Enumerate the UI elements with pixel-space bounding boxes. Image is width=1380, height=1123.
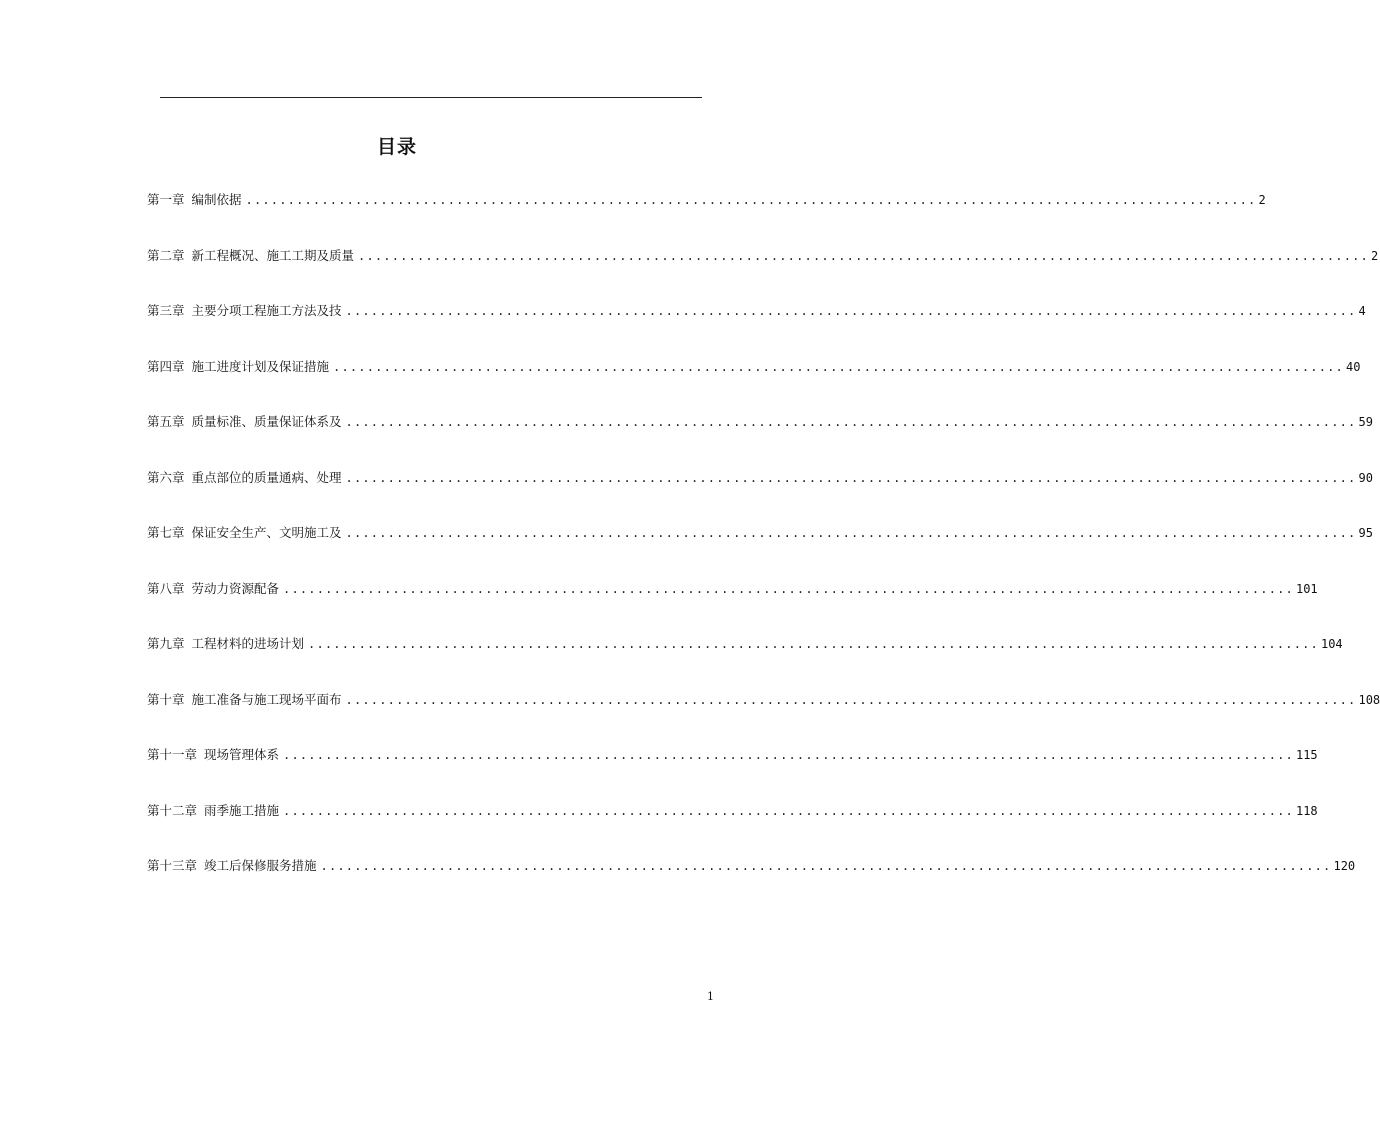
header-rule xyxy=(160,97,702,98)
toc-page-number: 59 xyxy=(1358,415,1373,429)
toc-entry[interactable] xyxy=(147,357,1361,413)
toc-entry[interactable] xyxy=(147,412,1373,468)
toc-dot-leader: ........................................................................................................................ xyxy=(345,526,1357,540)
toc-entry-title: 主要分项工程施工方法及技 xyxy=(191,303,342,318)
toc-entry[interactable] xyxy=(147,745,1318,801)
toc-dot-leader: ........................................................................................................................ xyxy=(283,748,1294,762)
toc-chapter-label: 第八章 xyxy=(147,580,185,596)
toc-page-number: 95 xyxy=(1358,526,1373,540)
toc-entry[interactable] xyxy=(147,301,1366,357)
toc-entry[interactable] xyxy=(147,468,1373,524)
toc-entry-title: 竣工后保修服务措施 xyxy=(204,858,317,873)
toc-entry[interactable] xyxy=(147,690,1380,746)
toc-chapter-label: 第十章 xyxy=(147,691,185,707)
toc-entry[interactable] xyxy=(147,801,1318,857)
toc-entry[interactable] xyxy=(147,579,1318,635)
toc-chapter-label: 第十二章 xyxy=(147,802,198,818)
toc-chapter-label: 第五章 xyxy=(147,414,185,429)
toc-entry-title: 质量标准、质量保证体系及 xyxy=(191,414,342,429)
toc-chapter-label: 第十三章 xyxy=(147,858,198,873)
toc-dot-leader: ........................................................................................................................ xyxy=(283,803,1294,818)
toc-page-number: 40 xyxy=(1345,359,1361,374)
toc-dot-leader: ........................................................................................................................ xyxy=(320,859,1332,873)
toc-entry-title: 保证安全生产、文明施工及 xyxy=(191,525,342,540)
toc-entry-title: 工程材料的进场计划 xyxy=(191,636,305,651)
toc-dot-leader: ........................................................................................................................ xyxy=(345,692,1357,707)
toc-entry-title: 施工进度计划及保证措施 xyxy=(191,358,330,374)
toc-page-number: 2 xyxy=(1258,193,1266,207)
toc-chapter-label: 第六章 xyxy=(147,469,185,485)
toc-dot-leader: ........................................................................................................................ xyxy=(345,470,1357,485)
toc-entry-title: 劳动力资源配备 xyxy=(191,580,280,596)
toc-page-number: 108 xyxy=(1358,692,1380,707)
toc-entry-title: 施工准备与施工现场平面布 xyxy=(191,691,342,707)
toc-chapter-label: 第十一章 xyxy=(147,747,198,762)
toc-dot-leader: ........................................................................................................................ xyxy=(333,359,1344,374)
toc-entry-title: 现场管理体系 xyxy=(204,747,280,762)
toc-page-number: 104 xyxy=(1320,637,1343,651)
toc-dot-leader: ........................................................................................................................ xyxy=(283,581,1294,596)
toc-page-number: 2 xyxy=(1370,248,1379,263)
toc-page-number: 118 xyxy=(1295,803,1318,818)
toc-dot-leader: ........................................................................................................................ xyxy=(308,637,1319,651)
toc-entry-title: 新工程概况、施工工期及质量 xyxy=(191,247,355,263)
toc-list xyxy=(147,190,1380,912)
toc-dot-leader: ........................................................................................................................ xyxy=(358,248,1369,263)
toc-title: 目录 xyxy=(376,136,417,158)
toc-chapter-label: 第九章 xyxy=(147,636,185,651)
toc-chapter-label: 第二章 xyxy=(147,247,185,263)
toc-chapter-label: 第一章 xyxy=(147,192,185,207)
toc-dot-leader: ........................................................................................................................ xyxy=(245,193,1257,207)
toc-entry[interactable] xyxy=(147,856,1356,912)
toc-dot-leader: ........................................................................................................................ xyxy=(345,304,1357,318)
toc-chapter-label: 第三章 xyxy=(147,303,185,318)
toc-page-number: 90 xyxy=(1358,470,1373,485)
toc-chapter-label: 第七章 xyxy=(147,525,185,540)
toc-entry-title: 重点部位的质量通病、处理 xyxy=(191,469,342,485)
toc-page-number: 120 xyxy=(1333,859,1356,873)
toc-entry-title: 编制依据 xyxy=(191,192,242,207)
toc-entry[interactable] xyxy=(147,634,1343,690)
toc-entry[interactable] xyxy=(147,246,1379,302)
toc-entry-title: 雨季施工措施 xyxy=(204,802,280,818)
page-number: 1 xyxy=(707,990,714,1003)
toc-chapter-label: 第四章 xyxy=(147,358,185,374)
toc-dot-leader: ........................................................................................................................ xyxy=(345,415,1357,429)
toc-page-number: 115 xyxy=(1295,748,1318,762)
toc-page-number: 101 xyxy=(1295,581,1318,596)
toc-entry[interactable] xyxy=(147,190,1266,246)
toc-page-number: 4 xyxy=(1358,304,1366,318)
toc-entry[interactable] xyxy=(147,523,1373,579)
